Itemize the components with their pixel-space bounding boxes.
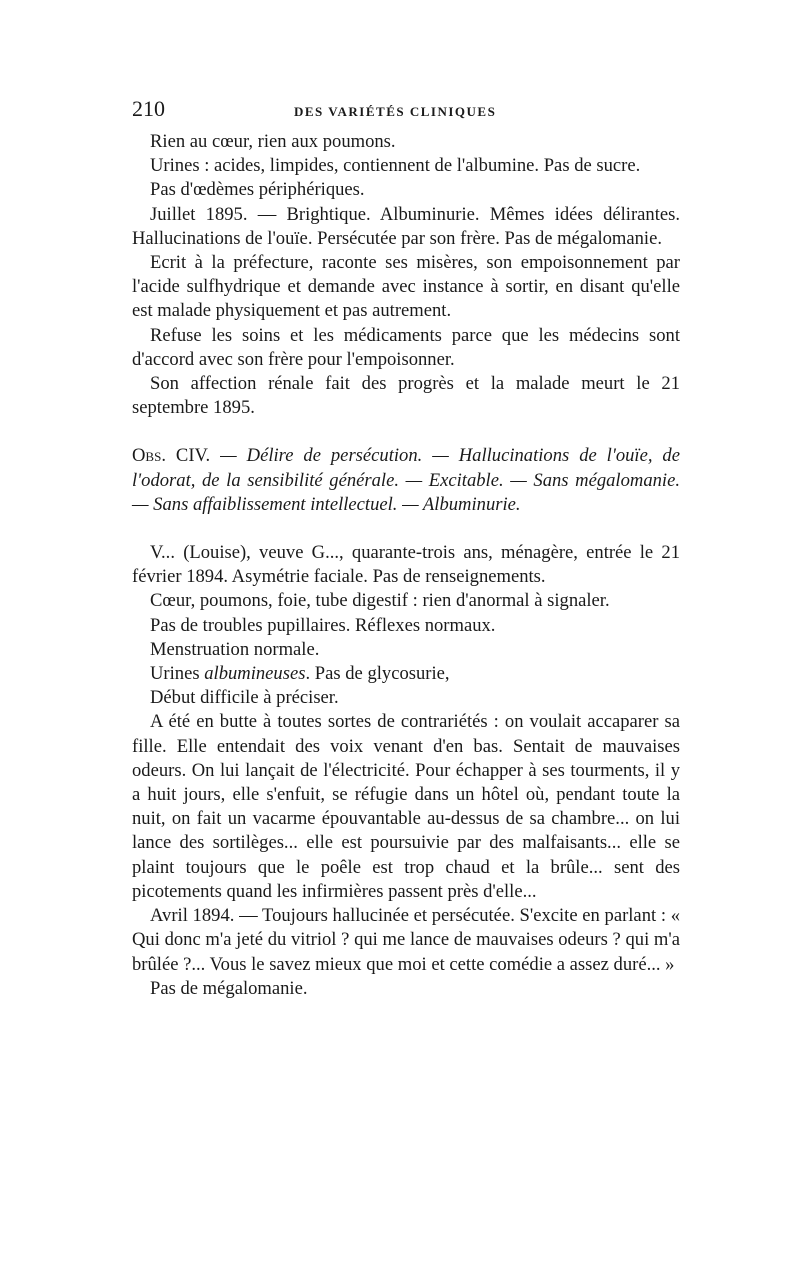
paragraph: Urines : acides, limpides, contiennent de l'albumine. Pas de sucre. [150,155,641,177]
paragraph: Cœur, poumons, foie, tube digestif : rien d'anormal à signaler. [150,590,610,612]
text-run: . Pas de glycosurie, [305,663,450,685]
paragraph: Menstruation normale. [150,638,320,660]
paragraph: Refuse les soins et les médicaments parce que les médecins sont d'accord avec son frère pour l'empoisonner. [132,324,680,370]
emphasis: albumineuses [204,663,306,685]
paragraph: Pas de troubles pupillaires. Réflexes normaux. [150,614,496,636]
observation-label: Obs. CIV. [132,445,211,467]
paragraph: Pas d'œdèmes périphériques. [150,179,365,201]
paragraph: V... (Louise), veuve G..., quarante-trois ans, ménagère, entrée le 21 février 1894. Asymétrie faciale. Pas de renseignements. [132,542,680,588]
case-notes-continued [132,130,680,420]
paragraph: Son affection rénale fait des progrès et la malade meurt le 21 septembre 1895. [132,373,680,419]
paragraph: Juillet 1895. — Brightique. Albuminurie. Mêmes idées délirantes. Hallucinations de l'ouïe. Persécutée par son frère. Pas de mégalomanie. [132,203,680,249]
paragraph [132,662,680,686]
paragraph: Début difficile à préciser. [150,687,339,709]
paragraph: A été en butte à toutes sortes de contrariétés : on voulait accaparer sa fille. Elle entendait des voix venant d'en bas. Sentait de mauvaises odeurs. On lui lançait de l'électricité. Pour échapper à ses tourments, il y a huit jours, elle s'enfuit, se réfugie dans un hôtel où, pendant toute la nuit, on fait un vacarme épouvantable au-dessus de sa chambre... on lui lance des sortilèges... elle est poursuivie par des malfaisants... elle se plaint toujours que le poêle est trop chaud et la brûle... sent des picotements quand les infirmières passent près d'elle... [132,711,680,902]
book-page [132,96,680,1001]
paragraph: Pas de mégalomanie. [150,977,308,999]
observation-heading [132,444,680,517]
paragraph: Avril 1894. — Toujours hallucinée et persécutée. S'excite en parlant : « Qui donc m'a jeté du vitriol ? qui me lance de mauvaises odeurs ? qui m'a brûlée ?... Vous le savez mieux que moi et cette comédie a assez duré... » [132,905,680,975]
page-header [132,96,680,128]
running-title: DES VARIÉTÉS CLINIQUES [294,104,497,119]
case-notes [132,541,680,1001]
paragraph: Ecrit à la préfecture, raconte ses misères, son empoisonnement par l'acide sulfhydrique et demande avec instance à sortir, en disant qu'elle est malade physiquement et pas autrement. [132,252,680,322]
observation-title: — Délire de persécution. — Hallucinations de l'ouïe, de l'odorat, de la sensibilité générale. — Excitable. — Sans mégalomanie. — Sans affaiblissement intellectuel. — Albuminurie. [132,445,680,515]
paragraph: Rien au cœur, rien aux poumons. [150,131,396,152]
text-run: Urines [150,663,205,685]
page-number: 210 [132,96,165,121]
